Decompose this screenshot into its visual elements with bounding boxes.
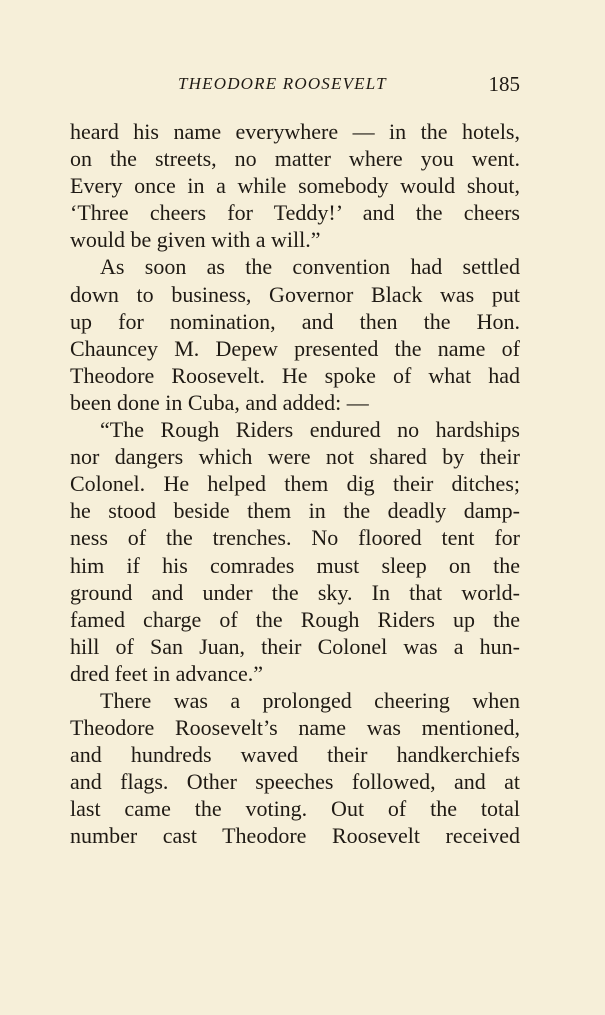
running-head bbox=[70, 72, 520, 100]
text-line: hill of San Juan, their Colonel was a hun- bbox=[70, 633, 520, 659]
text-line: on the streets, no matter where you went. bbox=[70, 146, 520, 172]
body-text bbox=[70, 118, 520, 850]
text-line: Every once in a while somebody would shout, bbox=[70, 173, 520, 199]
text-line: and flags. Other speeches followed, and at bbox=[70, 769, 520, 795]
text-line: he stood beside them in the deadly damp- bbox=[70, 498, 520, 524]
text-line: down to business, Governor Black was put bbox=[70, 281, 520, 307]
text-line: ness of the trenches. No floored tent for bbox=[70, 525, 520, 551]
text-line: Theodore Roosevelt. He spoke of what had bbox=[70, 362, 520, 388]
text-line: would be given with a will.” bbox=[70, 227, 321, 253]
text-line: been done in Cuba, and added: — bbox=[70, 389, 369, 415]
text-line: up for nomination, and then the Hon. bbox=[70, 308, 520, 334]
page-number: 185 bbox=[488, 72, 520, 96]
text-line: him if his comrades must sleep on the bbox=[70, 552, 520, 578]
text-line: and hundreds waved their handkerchiefs bbox=[70, 742, 520, 768]
text-line: As soon as the convention had settled bbox=[100, 254, 520, 280]
text-line: Chauncey M. Depew presented the name of bbox=[70, 335, 520, 361]
text-line: Theodore Roosevelt’s name was mentioned, bbox=[70, 715, 520, 741]
running-title: THEODORE ROOSEVELT bbox=[178, 74, 387, 93]
text-line: “The Rough Riders endured no hardships bbox=[100, 417, 520, 443]
text-line: There was a prolonged cheering when bbox=[100, 687, 520, 713]
text-line: dred feet in advance.” bbox=[70, 660, 263, 686]
text-line: number cast Theodore Roosevelt received bbox=[70, 823, 520, 849]
text-line: Colonel. He helped them dig their ditches; bbox=[70, 471, 520, 497]
text-line: famed charge of the Rough Riders up the bbox=[70, 606, 520, 632]
text-line: ‘Three cheers for Teddy!’ and the cheers bbox=[70, 200, 520, 226]
text-line: nor dangers which were not shared by their bbox=[70, 444, 520, 470]
text-line: last came the voting. Out of the total bbox=[70, 796, 520, 822]
text-line: ground and under the sky. In that world- bbox=[70, 579, 520, 605]
text-line: heard his name everywhere — in the hotels, bbox=[70, 119, 520, 144]
